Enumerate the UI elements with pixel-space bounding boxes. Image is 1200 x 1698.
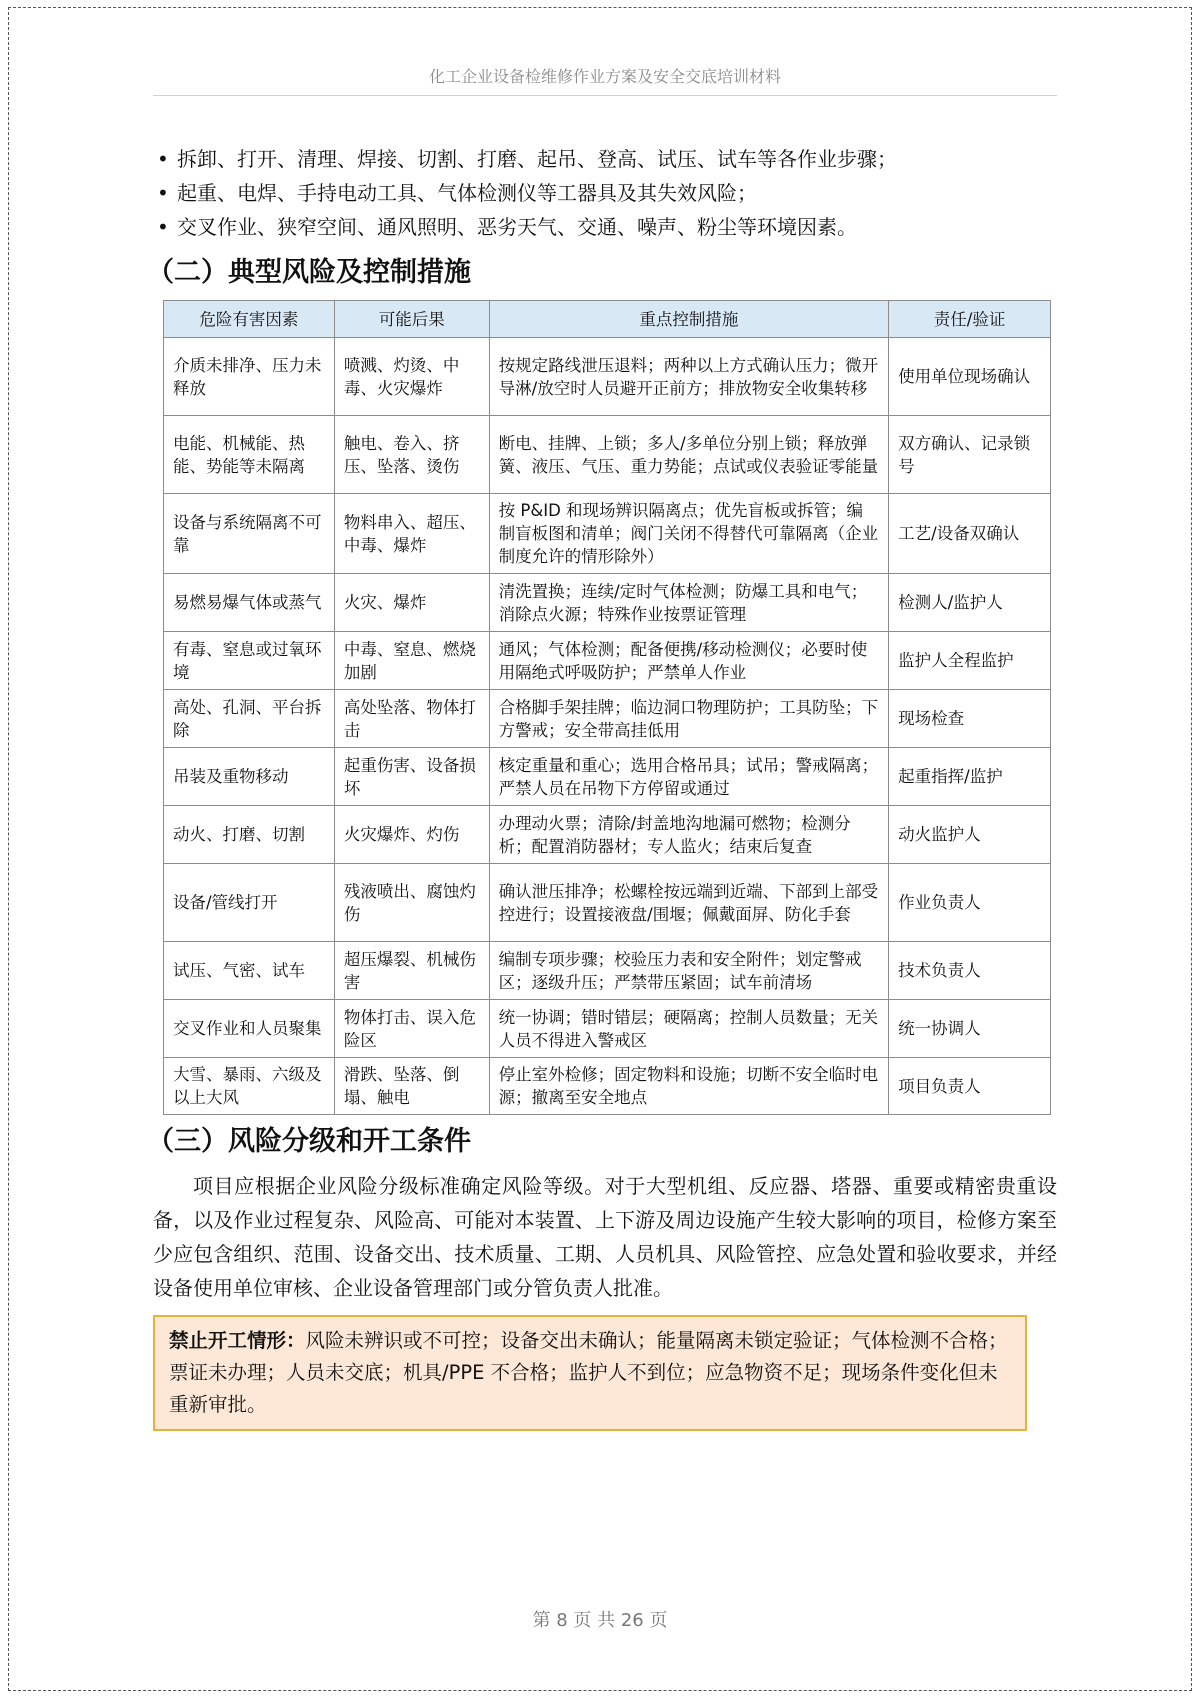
table-cell: 通风；气体检测；配备便携/移动检测仪；必要时使用隔绝式呼吸防护；严禁单人作业 — [489, 632, 888, 690]
table-row — [164, 494, 1051, 574]
table-cell: 作业负责人 — [889, 864, 1051, 942]
table-cell: 吊装及重物移动 — [164, 748, 335, 806]
table-row — [164, 632, 1051, 690]
table-cell: 滑跌、坠落、倒塌、触电 — [334, 1058, 489, 1115]
table-cell: 大雪、暴雨、六级及以上大风 — [164, 1058, 335, 1115]
table-row — [164, 690, 1051, 748]
table-cell: 工艺/设备双确认 — [889, 494, 1051, 574]
table-cell: 动火、打磨、切割 — [164, 806, 335, 864]
page-number: 第 8 页 共 26 页 — [532, 1610, 668, 1631]
list-item: • 拆卸、打开、清理、焊接、切割、打磨、起吊、登高、试压、试车等各作业步骤； — [153, 142, 1057, 176]
table-cell: 设备/管线打开 — [164, 864, 335, 942]
table-row — [164, 574, 1051, 632]
table-cell: 介质未排净、压力未释放 — [164, 338, 335, 416]
table-cell: 检测人/监护人 — [889, 574, 1051, 632]
bullet-icon: • — [157, 215, 169, 239]
page-header: 化工企业设备检维修作业方案及安全交底培训材料 — [153, 64, 1057, 96]
table-cell: 办理动火票；清除/封盖地沟地漏可燃物；检测分析；配置消防器材；专人监火；结束后复查 — [489, 806, 888, 864]
table-cell: 现场检查 — [889, 690, 1051, 748]
table-cell: 使用单位现场确认 — [889, 338, 1051, 416]
page-content — [147, 142, 1057, 1431]
table-row — [164, 748, 1051, 806]
table-cell: 统一协调人 — [889, 1000, 1051, 1058]
table-cell: 起重伤害、设备损坏 — [334, 748, 489, 806]
table-cell: 喷溅、灼烫、中毒、火灾爆炸 — [334, 338, 489, 416]
table-body — [164, 338, 1051, 1115]
list-item: • 交叉作业、狭窄空间、通风照明、恶劣天气、交通、噪声、粉尘等环境因素。 — [153, 210, 1057, 244]
section-title-risks: （二）典型风险及控制措施 — [147, 257, 471, 288]
table-row — [164, 1058, 1051, 1115]
table-cell: 合格脚手架挂牌；临边洞口物理防护；工具防坠；下方警戒；安全带高挂低用 — [489, 690, 888, 748]
table-cell: 清洗置换；连续/定时气体检测；防爆工具和电气；消除点火源；特殊作业按票证管理 — [489, 574, 888, 632]
body-paragraph: 项目应根据企业风险分级标准确定风险等级。对于大型机组、反应器、塔器、重要或精密贵重设备，以及作业过程复杂、风险高、可能对本装置、上下游及周边设施产生较大影响的项目，检修方案至少应包含组织、范围、设备交出、技术质量、工期、人员机具、风险管控、应急处置和验收要求，并经设备使用单位审核、企业设备管理部门或分管负责人批准。 — [153, 1174, 1057, 1300]
table-cell: 试压、气密、试车 — [164, 942, 335, 1000]
table-cell: 中毒、窒息、燃烧加剧 — [334, 632, 489, 690]
warning-box — [153, 1315, 1027, 1431]
table-cell: 动火监护人 — [889, 806, 1051, 864]
section-title-grading: （三）风险分级和开工条件 — [147, 1126, 471, 1157]
column-header: 重点控制措施 — [489, 301, 888, 338]
table-cell: 停止室外检修；固定物料和设施；切断不安全临时电源；撤离至安全地点 — [489, 1058, 888, 1115]
table-cell: 项目负责人 — [889, 1058, 1051, 1115]
table-cell: 火灾、爆炸 — [334, 574, 489, 632]
table-cell: 确认泄压排净；松螺栓按远端到近端、下部到上部受控进行；设置接液盘/围堰；佩戴面屏、防化手套 — [489, 864, 888, 942]
table-cell: 按规定路线泄压退料；两种以上方式确认压力；微开导淋/放空时人员避开正前方；排放物安全收集转移 — [489, 338, 888, 416]
table-cell: 技术负责人 — [889, 942, 1051, 1000]
table-cell: 统一协调；错时错层；硬隔离；控制人员数量；无关人员不得进入警戒区 — [489, 1000, 888, 1058]
warning-text: 风险未辨识或不可控；设备交出未确认；能量隔离未锁定验证；气体检测不合格；票证未办理；人员未交底；机具/PPE 不合格；监护人不到位；应急物资不足；现场条件变化但未重新审批。 — [169, 1329, 1008, 1416]
table-cell: 触电、卷入、挤压、坠落、烫伤 — [334, 416, 489, 494]
bullet-icon: • — [157, 181, 169, 205]
table-cell: 有毒、窒息或过氧环境 — [164, 632, 335, 690]
bullet-list — [153, 142, 1057, 244]
table-cell: 残液喷出、腐蚀灼伤 — [334, 864, 489, 942]
table-cell: 易燃易爆气体或蒸气 — [164, 574, 335, 632]
table-row — [164, 942, 1051, 1000]
table-cell: 编制专项步骤；校验压力表和安全附件；划定警戒区；逐级升压；严禁带压紧固；试车前清场 — [489, 942, 888, 1000]
table-cell: 高处、孔洞、平台拆除 — [164, 690, 335, 748]
table-cell: 设备与系统隔离不可靠 — [164, 494, 335, 574]
table-cell: 断电、挂牌、上锁；多人/多单位分别上锁；释放弹簧、液压、气压、重力势能；点试或仪表验证零能量 — [489, 416, 888, 494]
table-cell: 高处坠落、物体打击 — [334, 690, 489, 748]
table-cell: 起重指挥/监护 — [889, 748, 1051, 806]
table-cell: 火灾爆炸、灼伤 — [334, 806, 489, 864]
table-cell: 电能、机械能、热能、势能等未隔离 — [164, 416, 335, 494]
table-cell: 超压爆裂、机械伤害 — [334, 942, 489, 1000]
table-row — [164, 806, 1051, 864]
list-item: • 起重、电焊、手持电动工具、气体检测仪等工器具及其失效风险； — [153, 176, 1057, 210]
table-cell: 按 P&ID 和现场辨识隔离点；优先盲板或拆管；编制盲板图和清单；阀门关闭不得替代可靠隔离（企业制度允许的情形除外） — [489, 494, 888, 574]
column-header: 危险有害因素 — [164, 301, 335, 338]
table-cell: 物料串入、超压、中毒、爆炸 — [334, 494, 489, 574]
table-cell: 物体打击、误入危险区 — [334, 1000, 489, 1058]
table-row — [164, 416, 1051, 494]
table-header-row — [164, 301, 1051, 338]
table-cell: 交叉作业和人员聚集 — [164, 1000, 335, 1058]
column-header: 可能后果 — [334, 301, 489, 338]
risk-table — [163, 300, 1051, 1115]
table-cell: 监护人全程监护 — [889, 632, 1051, 690]
table-row — [164, 338, 1051, 416]
warning-label: 禁止开工情形： — [169, 1329, 306, 1352]
table-row — [164, 1000, 1051, 1058]
table-cell: 双方确认、记录锁号 — [889, 416, 1051, 494]
table-row — [164, 864, 1051, 942]
bullet-icon: • — [157, 147, 169, 171]
column-header: 责任/验证 — [889, 301, 1051, 338]
table-cell: 核定重量和重心；选用合格吊具；试吊；警戒隔离；严禁人员在吊物下方停留或通过 — [489, 748, 888, 806]
